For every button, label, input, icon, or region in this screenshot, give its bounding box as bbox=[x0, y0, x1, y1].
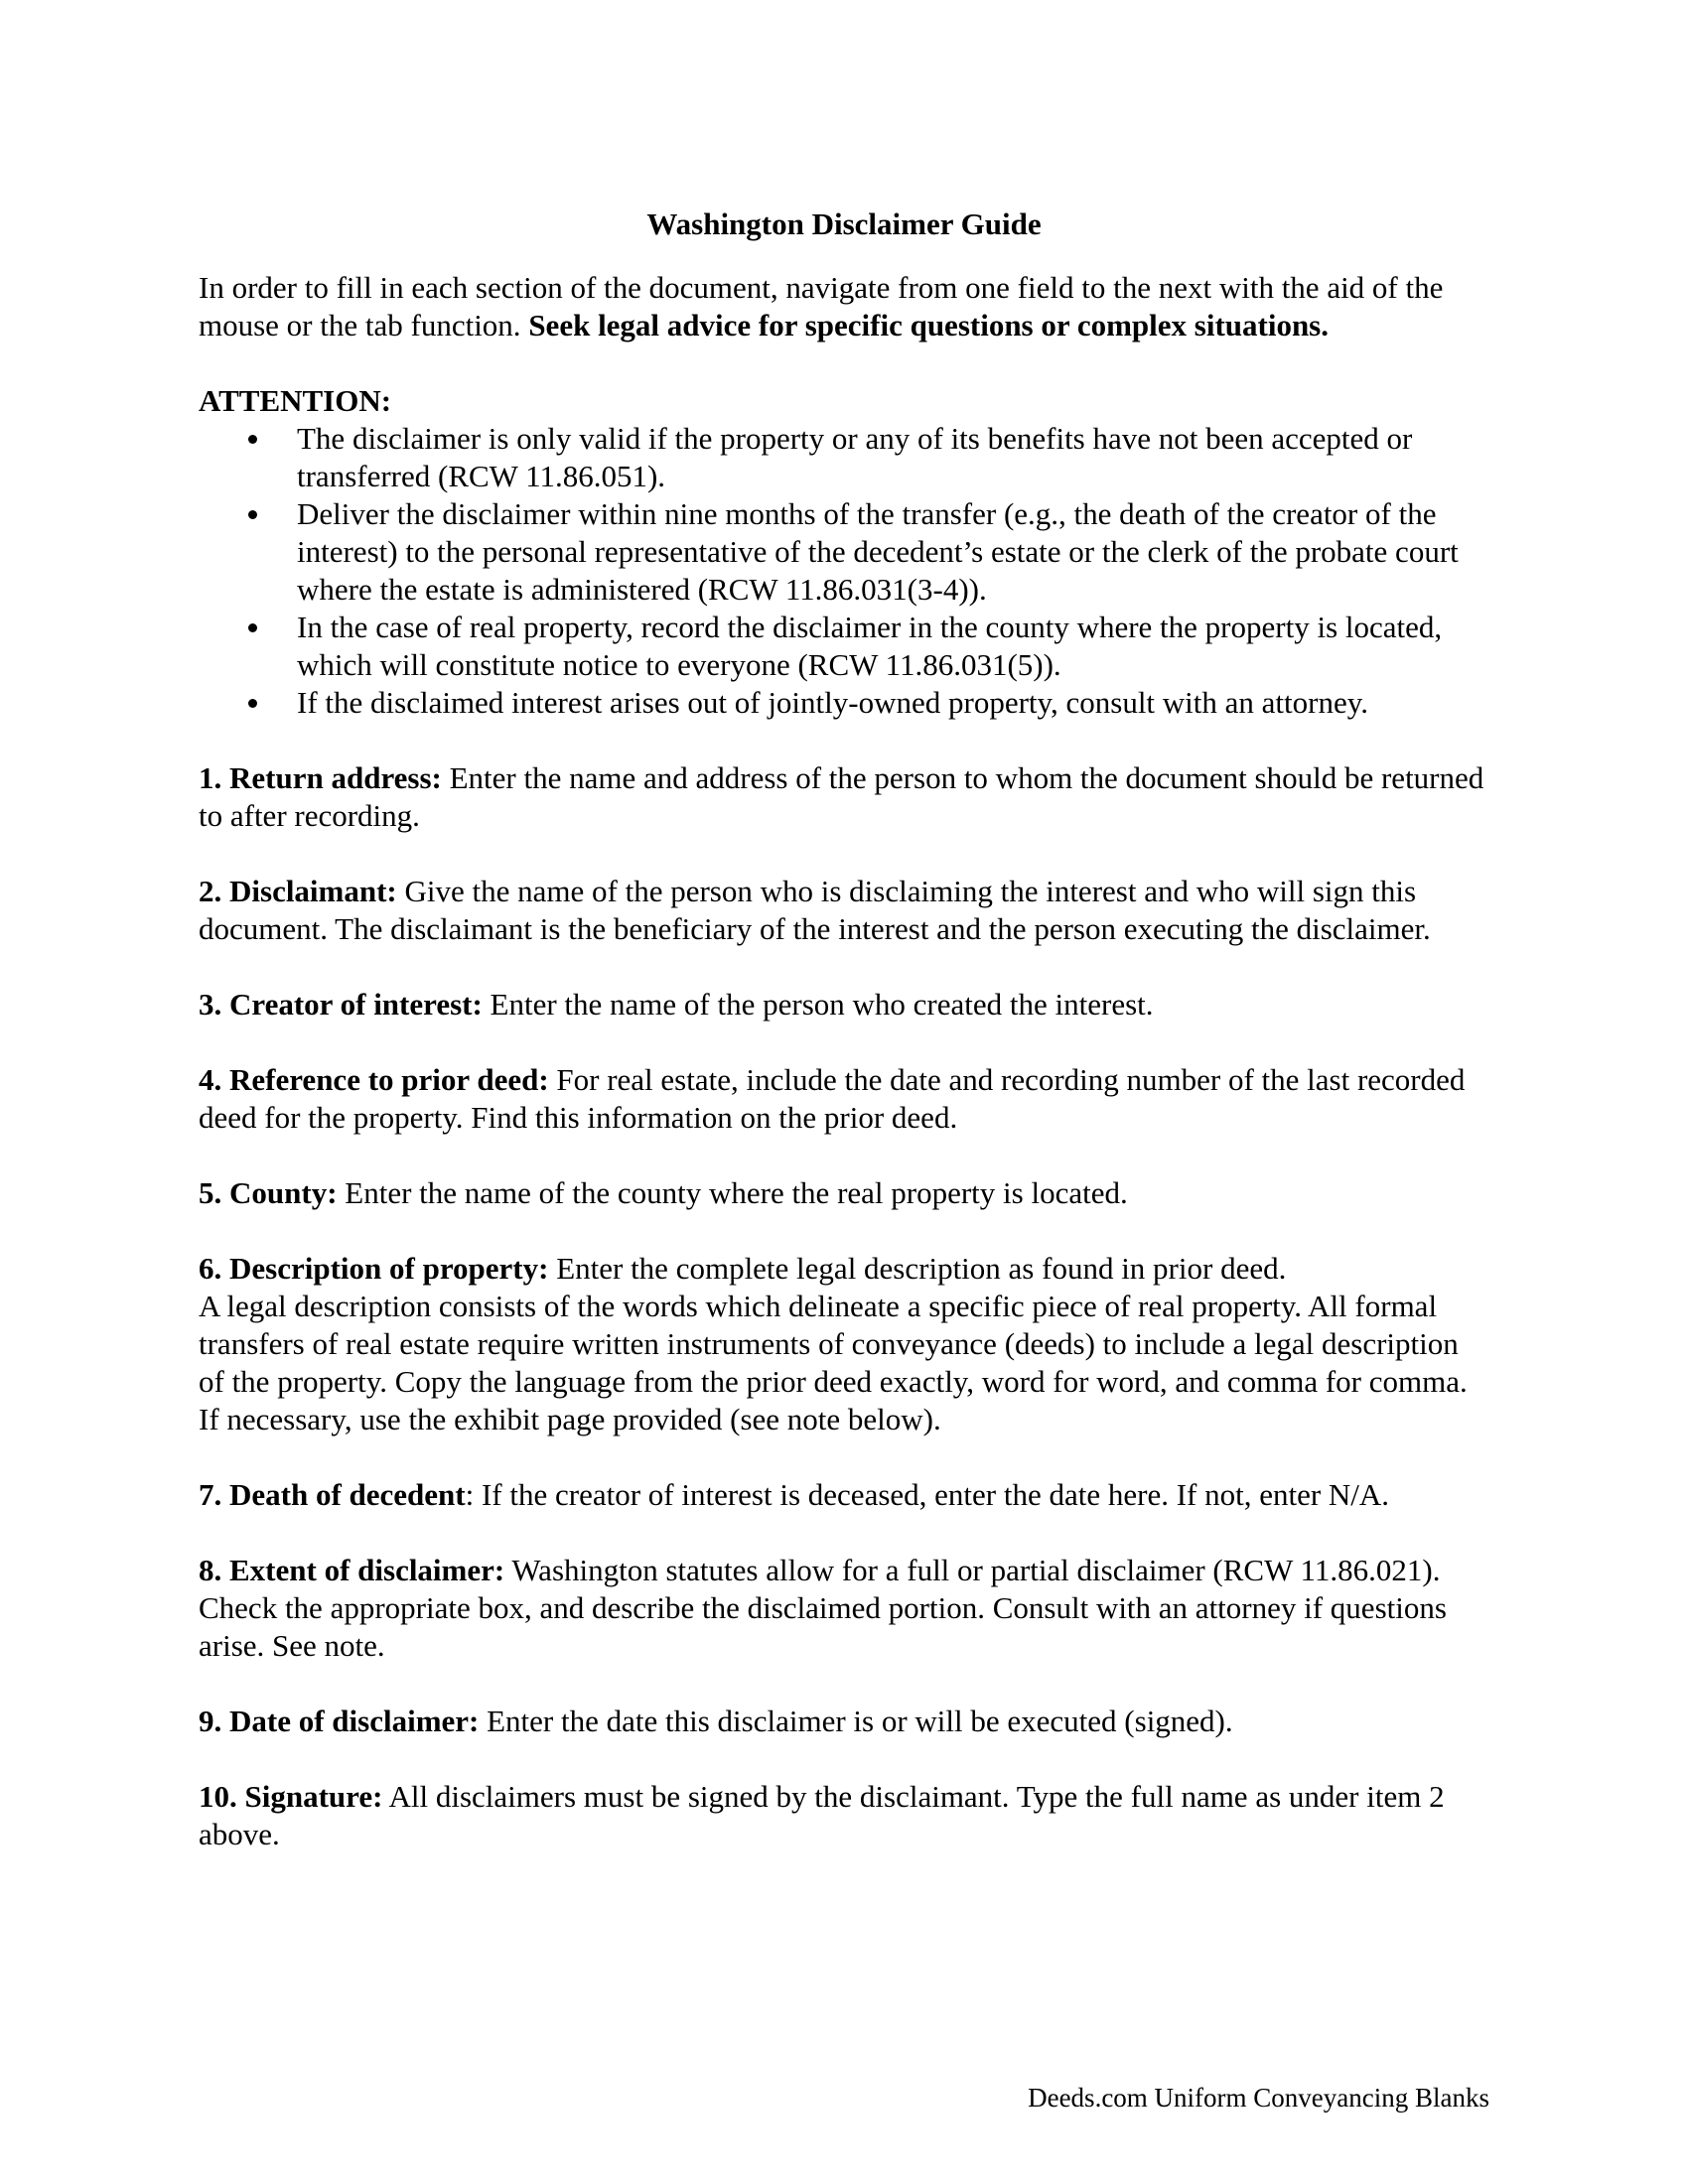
attention-item bbox=[199, 495, 1489, 609]
section-text: All disclaimers must be signed by the disclaimant. Type the full name as under item 2 above. bbox=[199, 1779, 1445, 1851]
section-text: Washington statutes allow for a full or partial disclaimer (RCW 11.86.021). Check the appropriate box, and describe the disclaimed portion. Consult with an attorney if questions arise. See note. bbox=[199, 1553, 1447, 1663]
attention-item-text: Deliver the disclaimer within nine months of the transfer (e.g., the death of the creator of the interest) to the personal representative of the decedent’s estate or the clerk of the probate court where the estate is administered (RCW 11.86.031(3-4)). bbox=[297, 496, 1459, 607]
section-extent-of-disclaimer bbox=[199, 1552, 1489, 1665]
section-return-address bbox=[199, 759, 1489, 835]
section-text: Give the name of the person who is disclaiming the interest and who will sign this document. The disclaimant is the beneficiary of the interest and the person executing the disclaimer. bbox=[199, 874, 1431, 946]
attention-item bbox=[199, 420, 1489, 495]
intro-paragraph bbox=[199, 269, 1489, 344]
section-extra-text: A legal description consists of the words which delineate a specific piece of real property. All formal transfers of real estate require written instruments of conveyance (deeds) to include a legal description of the property. Copy the language from the prior deed exactly, word for word, and comma for comma. If necessary, use the exhibit page provided (see note below). bbox=[199, 1289, 1468, 1436]
section-label: 6. Description of property: bbox=[199, 1251, 549, 1286]
section-reference-to-prior-deed bbox=[199, 1061, 1489, 1137]
section-creator-of-interest bbox=[199, 986, 1489, 1024]
intro-text: In order to fill in each section of the document, navigate from one field to the next with the aid of the mouse or the tab function. bbox=[199, 270, 1444, 342]
section-county bbox=[199, 1174, 1489, 1212]
attention-item-text: The disclaimer is only valid if the property or any of its benefits have not been accepted or transferred (RCW 11.86.051). bbox=[297, 421, 1413, 493]
attention-item bbox=[199, 609, 1489, 684]
attention-item-text: If the disclaimed interest arises out of jointly-owned property, consult with an attorney. bbox=[297, 685, 1368, 720]
section-text: : If the creator of interest is deceased, enter the date here. If not, enter N/A. bbox=[465, 1477, 1390, 1512]
bullet-icon bbox=[248, 435, 257, 444]
section-text: Enter the name of the county where the real property is located. bbox=[337, 1175, 1128, 1210]
section-text: For real estate, include the date and recording number of the last recorded deed for the property. Find this information on the prior deed. bbox=[199, 1062, 1466, 1135]
section-signature bbox=[199, 1778, 1489, 1853]
section-label: 4. Reference to prior deed: bbox=[199, 1062, 549, 1097]
bullet-icon bbox=[248, 510, 257, 519]
section-label: 3. Creator of interest: bbox=[199, 987, 483, 1022]
bullet-icon bbox=[248, 699, 257, 708]
section-text: Enter the complete legal description as found in prior deed. bbox=[548, 1251, 1287, 1286]
section-label: 1. Return address: bbox=[199, 760, 442, 795]
section-label: 8. Extent of disclaimer: bbox=[199, 1553, 505, 1587]
bullet-icon bbox=[248, 623, 257, 632]
section-description-of-property bbox=[199, 1250, 1489, 1438]
section-death-of-decedent bbox=[199, 1476, 1489, 1514]
page-title: Washington Disclaimer Guide bbox=[646, 206, 1042, 241]
intro-bold-text: Seek legal advice for specific questions or complex situations. bbox=[528, 308, 1329, 342]
section-text: Enter the date this disclaimer is or will be executed (signed). bbox=[479, 1704, 1233, 1738]
page-footer: Deeds.com Uniform Conveyancing Blanks bbox=[1028, 2083, 1489, 2113]
section-date-of-disclaimer bbox=[199, 1703, 1489, 1740]
section-disclaimant bbox=[199, 873, 1489, 948]
section-label: 2. Disclaimant: bbox=[199, 874, 397, 908]
document-body bbox=[199, 205, 1489, 1891]
section-label: 7. Death of decedent bbox=[199, 1477, 466, 1512]
attention-heading: ATTENTION: bbox=[199, 383, 392, 418]
section-label: 5. County: bbox=[199, 1175, 338, 1210]
attention-list bbox=[199, 420, 1489, 722]
attention-item bbox=[199, 684, 1489, 722]
section-text: Enter the name and address of the person to whom the document should be returned to after recording. bbox=[199, 760, 1484, 833]
attention-item-text: In the case of real property, record the disclaimer in the county where the property is located, which will constitute notice to everyone (RCW 11.86.031(5)). bbox=[297, 610, 1443, 682]
section-label: 10. Signature: bbox=[199, 1779, 383, 1814]
section-text: Enter the name of the person who created the interest. bbox=[482, 987, 1154, 1022]
section-label: 9. Date of disclaimer: bbox=[199, 1704, 480, 1738]
